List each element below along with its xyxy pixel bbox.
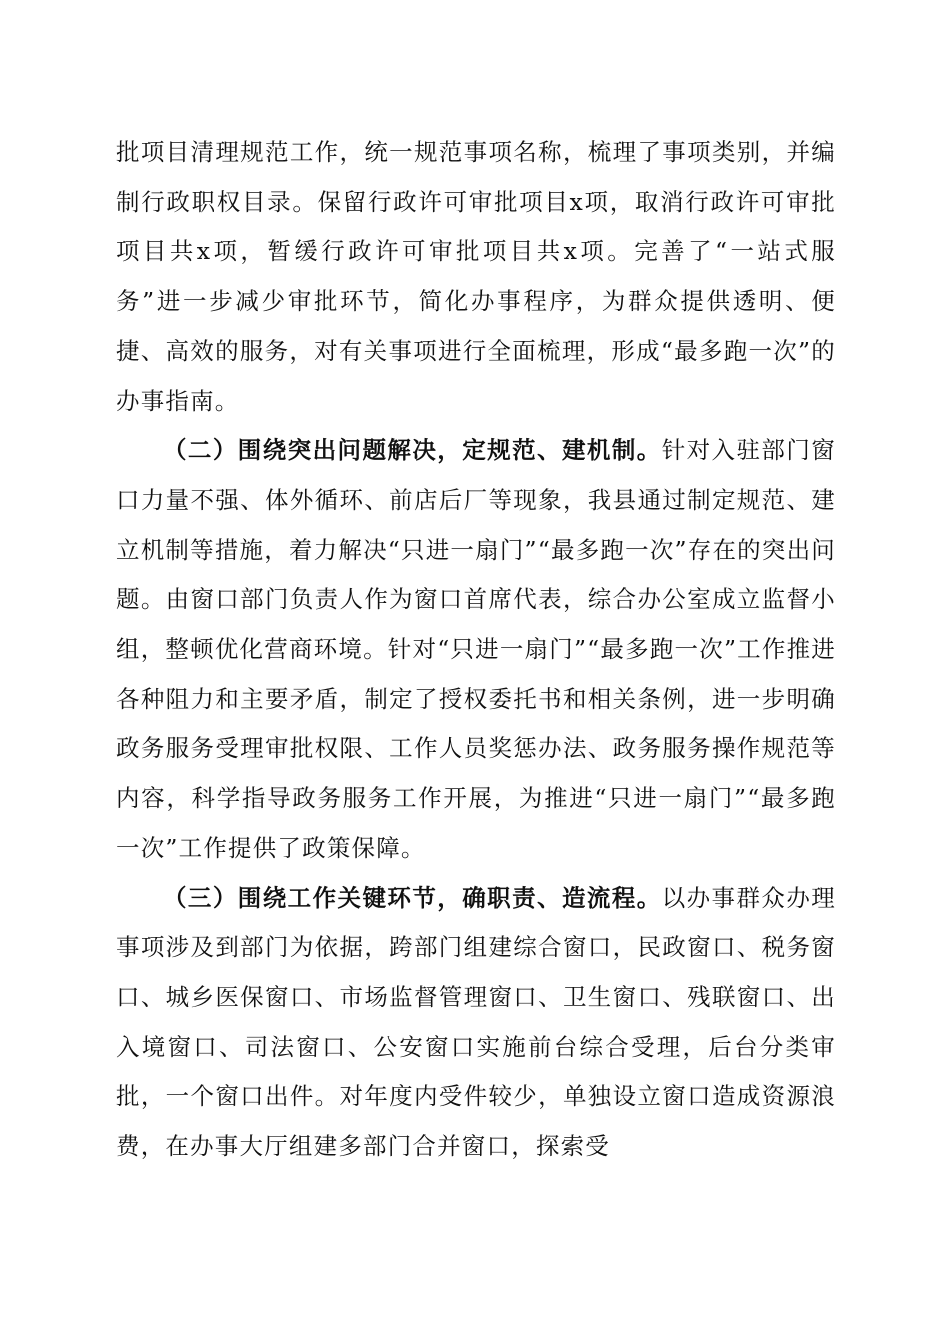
document-page [116,128,836,1172]
section-heading: （二）围绕突出问题解决，定规范、建机制。 [163,436,662,465]
section-heading: （三）围绕工作关键环节，确职责、造流程。 [163,883,662,912]
paragraph-section-two [116,426,836,873]
paragraph-text: 批项目清理规范工作，统一规范事项名称，梳理了事项类别，并编制行政职权目录。保留行政许可审批项目x项，取消行政许可审批项目共x项，暂缓行政许可审批项目共x项。完善了“一站式服务”进一步减少审批环节，简化办事程序，为群众提供透明、便捷、高效的服务，对有关事项进行全面梳理，形成“最多跑一次”的办事指南。 [116,138,836,415]
paragraph-text: 针对入驻部门窗口力量不强、体外循环、前店后厂等现象，我县通过制定规范、建立机制等措施，着力解决“只进一扇门”“最多跑一次”存在的突出问题。由窗口部门负责人作为窗口首席代表，综合办公室成立监督小组，整顿优化营商环境。针对“只进一扇门”“最多跑一次”工作推进各种阻力和主要矛盾，制定了授权委托书和相关条例，进一步明确政务服务受理审批权限、工作人员奖惩办法、政务服务操作规范等内容，科学指导政务服务工作开展，为推进“只进一扇门”“最多跑一次”工作提供了政策保障。 [116,436,836,862]
paragraph-section-three [116,874,836,1172]
paragraph-text: 以办事群众办理事项涉及到部门为依据，跨部门组建综合窗口，民政窗口、税务窗口、城乡医保窗口、市场监督管理窗口、卫生窗口、残联窗口、出入境窗口、司法窗口、公安窗口实施前台综合受理，后台分类审批，一个窗口出件。对年度内受件较少，单独设立窗口造成资源浪费，在办事大厅组建多部门合并窗口，探索受 [116,883,836,1161]
paragraph-continuation [116,128,836,426]
